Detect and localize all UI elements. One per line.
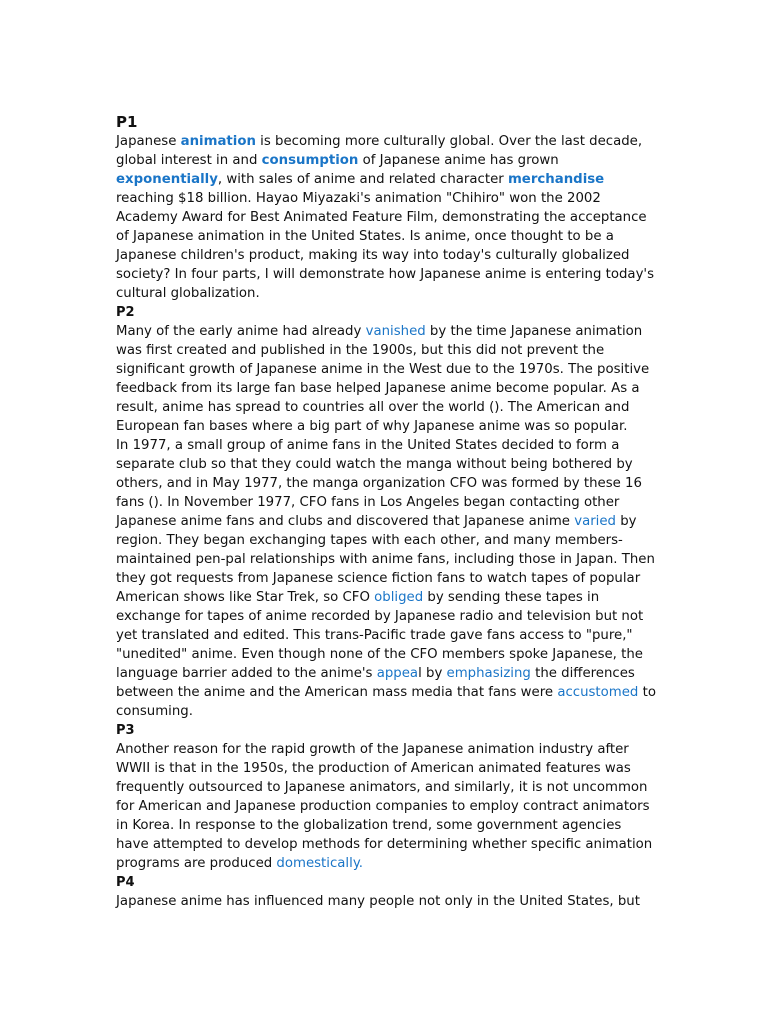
heading-p3: P3 — [116, 723, 135, 738]
link-vanished[interactable]: vanished — [365, 324, 426, 339]
text-span: reaching $18 billion. Hayao Miyazaki's animation "Chihiro" won the 2002 Academy Award for Best Animated Feature Film, demonstrating the acceptance of Japanese animation in the United States. Is anime, once thought to be a Japanese children's product, making its way into today's culturally globalized society? In four parts, I will demonstrate how Japanese anime is entering today's cultural globalization. — [116, 191, 655, 301]
text-span: Another reason for the rapid growth of the Japanese animation industry after WWII is that in the 1950s, the production of American animated features was frequently outsourced to Japanese animators, and similarly, it is not uncommon for American and Japanese production companies to employ contract animators in Korea. In response to the globalization trend, some government agencies have attempted to develop methods for determining whether specific animation programs are produced — [116, 742, 653, 871]
text-span: by region. They began exchanging tapes with each other, and many members-maintained pen-pal relationships with anime fans, including those in Japan. Then they got requests from Japanese science fiction fans to watch tapes of popular American shows like Star Trek, so CFO — [116, 514, 655, 605]
paragraph-p3 — [116, 740, 656, 873]
heading-p2: P2 — [116, 305, 135, 320]
paragraph-p2b — [116, 436, 656, 721]
paragraph-p2a — [116, 322, 656, 436]
paragraph-p4 — [116, 892, 656, 911]
text-span: Many of the early anime had already — [116, 324, 366, 339]
text-span: to consuming. — [116, 685, 656, 719]
text-span: l by — [418, 666, 447, 681]
link-appeal[interactable]: appea — [376, 666, 419, 681]
link-emphasizing[interactable]: emphasizing — [446, 666, 531, 681]
text-span: is becoming more culturally global. Over the last decade, global interest in and — [116, 134, 643, 168]
text-span: In 1977, a small group of anime fans in the United States decided to form a separate club so that they could watch the manga without being bothered by others, and in May 1977, the manga organization CFO was formed by these 16 fans (). In November 1977, CFO fans in Los Angeles began contacting other Japanese anime fans and clubs and discovered that Japanese anime — [116, 438, 642, 529]
heading-p1: P1 — [116, 113, 138, 131]
text-span: Japanese anime has influenced many people not only in the United States, but — [116, 894, 640, 909]
document-page — [116, 112, 656, 911]
text-span: of Japanese anime has grown — [358, 153, 559, 168]
link-exponentially[interactable]: exponentially — [116, 172, 218, 187]
text-span: by the time Japanese animation was first created and published in the 1900s, but this did not prevent the significant growth of Japanese anime in the West due to the 1970s. The positive feedback from its large fan base helped Japanese anime become popular. As a result, anime has spread to countries all over the world (). The American and European fan bases where a big part of why Japanese anime was so popular. — [116, 324, 650, 434]
text-span: , with sales of anime and related character — [217, 172, 508, 187]
link-domestically[interactable]: domestically. — [276, 856, 364, 871]
paragraph-p1 — [116, 132, 656, 303]
text-span: Japanese — [116, 134, 181, 149]
link-merchandise[interactable]: merchandise — [507, 172, 605, 187]
heading-p4: P4 — [116, 875, 135, 890]
text-span: by sending these tapes in exchange for tapes of anime recorded by Japanese radio and television but not yet translated and edited. This trans-Pacific trade gave fans access to "pure," "unedited" anime. Even though none of the CFO members spoke Japanese, the language barrier added to the anime's — [116, 590, 644, 681]
link-accustomed[interactable]: accustomed — [557, 685, 639, 700]
text-span: the differences between the anime and the American mass media that fans were — [116, 666, 635, 700]
link-varied[interactable]: varied — [574, 514, 617, 529]
link-animation[interactable]: animation — [180, 134, 256, 149]
link-obliged[interactable]: obliged — [374, 590, 424, 605]
link-consumption[interactable]: consumption — [261, 153, 359, 168]
